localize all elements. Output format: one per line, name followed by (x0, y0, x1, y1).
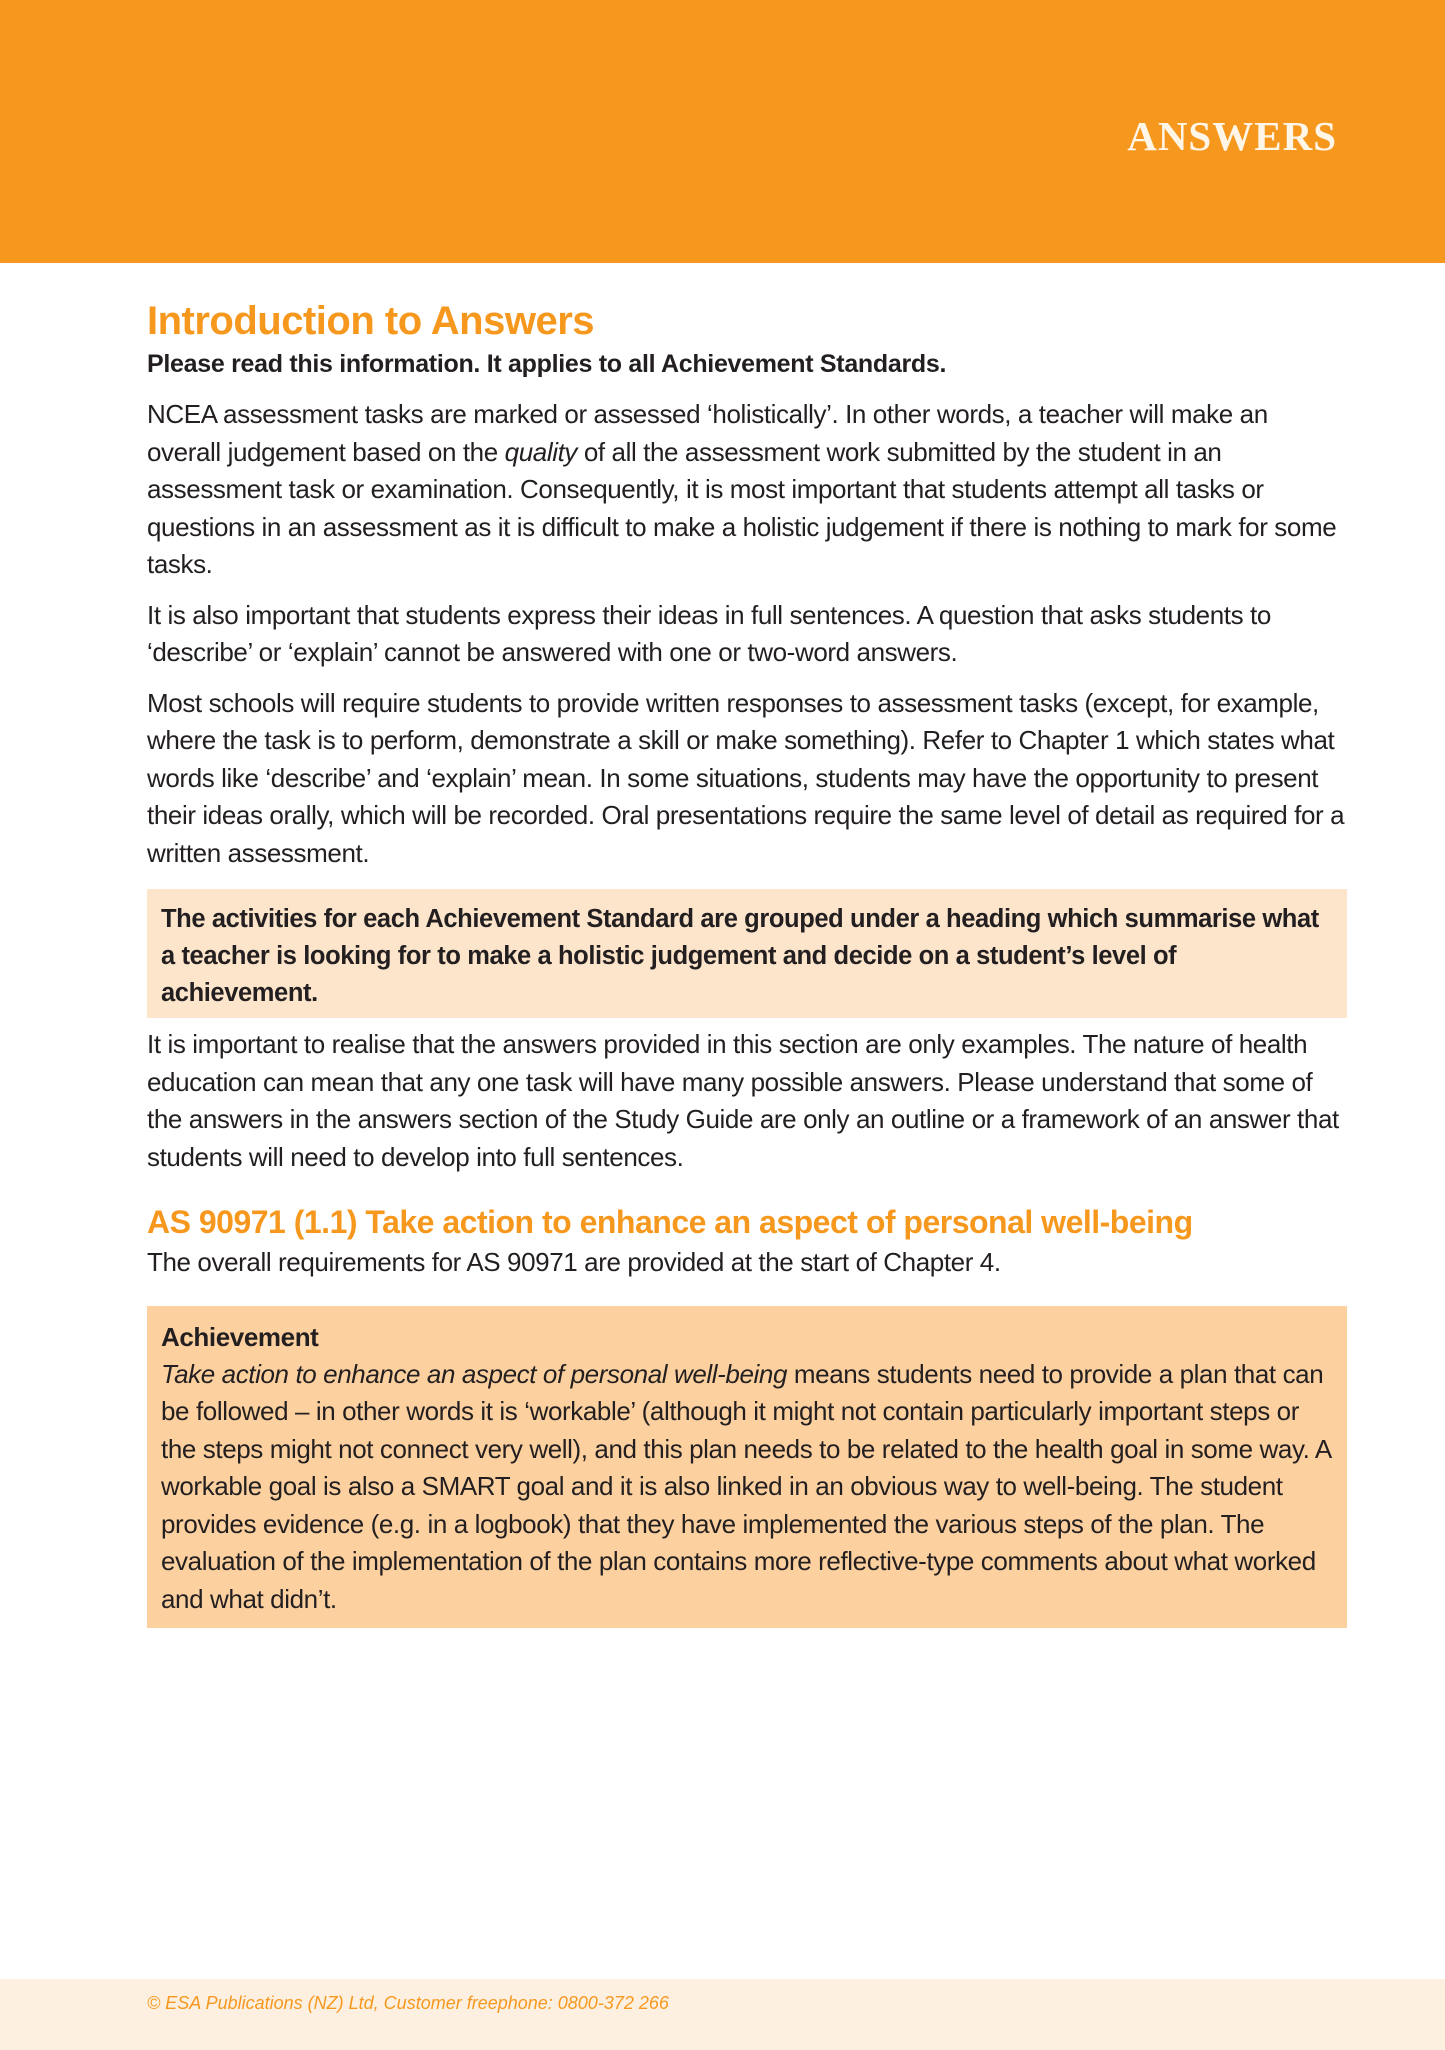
footer (0, 1979, 1445, 2050)
achievement-title: Achievement (161, 1321, 319, 1352)
footer-copyright: © ESA Publications (NZ) Ltd, Customer freephone: 0800-372 266 (147, 1993, 669, 2013)
emphasis-quality: quality (504, 436, 577, 467)
note-callout (147, 889, 1347, 1018)
standard-intro: The overall requirements for AS 90971 are provided at the start of Chapter 4. (147, 1247, 1001, 1277)
paragraph-examples: It is important to realise that the answers provided in this section are only examples. The nature of health education can mean that any one task will have many possible answers. Please understand that some of the answers in the answers section of the Study Guide are only an outline or a framework of an answer that students will need to develop into full sentences. (147, 1029, 1339, 1172)
achievement-text: Take action to enhance an aspect of personal well-being means students need to provide a plan that can be followed – in other words it is ‘workable’ (although it might not contain particularly important steps or the steps might not connect very well), and this plan needs to be related to the health goal in some way. A workable goal is also a SMART goal and it is also linked in an obvious way to well-being. The student provides evidence (e.g. in a logbook) that they have implemented the various steps of the plan. The evaluation of the implementation of the plan contains more reflective-type comments about what worked and what didn’t. (161, 1358, 1331, 1614)
standard-heading: AS 90971 (1.1) Take action to enhance an aspect of personal well-being (147, 1204, 1193, 1240)
header-bar (0, 0, 1445, 263)
achievement-box (147, 1306, 1347, 1629)
page-section-title: ANSWERS (1127, 113, 1337, 159)
intro-lead: Please read this information. It applies to all Achievement Standards. (147, 350, 947, 378)
main-content (147, 296, 1347, 1628)
paragraph-full-sentences: It is also important that students express their ideas in full sentences. A question that asks students to ‘describe’ or ‘explain’ cannot be answered with one or two-word answers. (147, 599, 1271, 667)
paragraph-holistic: NCEA assessment tasks are marked or assessed ‘holistically’. In other words, a teacher will make an overall judgement based on the quality of all the assessment work submitted by the student in an assessment task or examination. Consequently, it is most important that students attempt all tasks or questions in an assessment as it is difficult to make a holistic judgement if there is nothing to mark for some tasks. (147, 399, 1337, 579)
paragraph-written-responses: Most schools will require students to provide written responses to assessment tasks (except, for example, where the task is to perform, demonstrate a skill or make something). Refer to Chapter 1 which states what words like ‘describe’ and ‘explain’ mean. In some situations, students may have the opportunity to present their ideas orally, which will be recorded. Oral presentations require the same level of detail as required for a written assessment. (147, 687, 1345, 868)
note-text: The activities for each Achievement Standard are grouped under a heading which summarise what a teacher is looking for to make a holistic judgement and decide on a student’s level of achievement. (161, 905, 1319, 1007)
intro-heading: Introduction to Answers (147, 299, 595, 343)
